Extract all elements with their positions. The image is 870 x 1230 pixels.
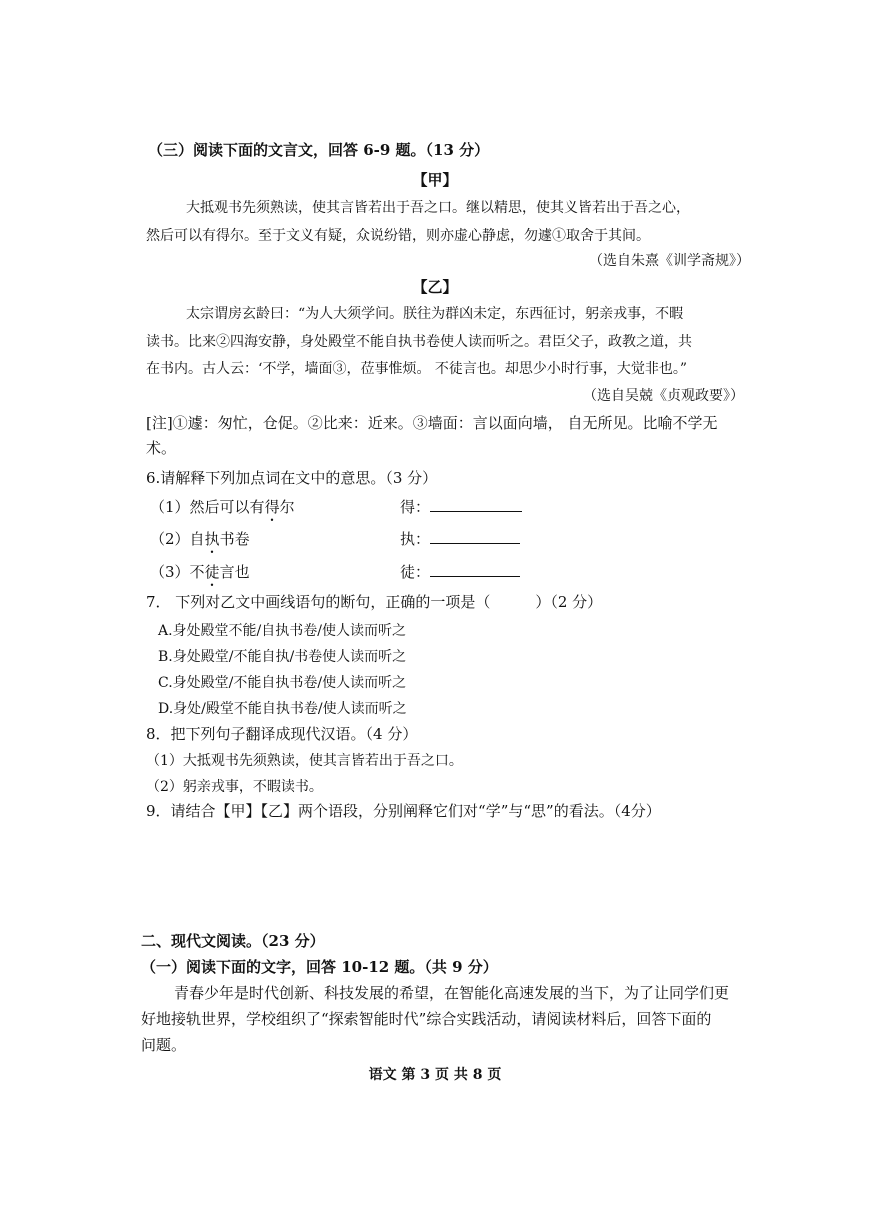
- answer-field[interactable]: [400, 496, 522, 517]
- passage-yi-line: 太宗谓房玄龄曰：“为人大须学问。朕往为群凶未定，东西征讨，躬亲戎事，不暇: [186, 306, 684, 322]
- item-text: 书卷: [219, 530, 250, 548]
- dotted-word: 得: [264, 498, 280, 516]
- item-text: 自: [189, 530, 205, 548]
- section-heading: （三）阅读下面的文言文，回答 6-9 题。（13 分）: [148, 141, 490, 159]
- question-6-stem: 6.请解释下列加点词在文中的意思。（3 分）: [146, 469, 438, 487]
- answer-blank[interactable]: [430, 562, 520, 577]
- answer-field[interactable]: [400, 528, 520, 549]
- item-text: 然后可以有: [189, 498, 265, 516]
- part-2-subheading: （一）阅读下面的文字，回答 10-12 题。（共 9 分）: [141, 958, 498, 976]
- answer-blank[interactable]: [430, 529, 520, 544]
- question-8-item: （2）躬亲戎事，不暇读书。: [146, 779, 323, 795]
- annotation-note: [注]①遽：匆忙，仓促。②比来：近来。③墙面：言以面向墙， 自无所见。比喻不学无: [146, 414, 718, 432]
- question-6-item: [150, 528, 250, 557]
- answer-blank[interactable]: [430, 497, 522, 512]
- dotted-word: 执: [204, 530, 220, 548]
- reading-paragraph-line: 青春少年是时代创新、科技发展的希望，在智能化高速发展的当下，为了让同学们更: [174, 984, 730, 1002]
- item-text: 不: [189, 563, 205, 581]
- passage-jia-line: 大抵观书先须熟读，使其言皆若出于吾之口。继以精思，使其义皆若出于吾之心，: [186, 200, 690, 216]
- passage-yi-source: （选自吴兢《贞观政要》）: [583, 388, 744, 404]
- option-b[interactable]: B.身处殿堂/不能自执/书卷使人读而听之: [158, 649, 407, 665]
- option-c[interactable]: C.身处殿堂/不能自执书卷/使人读而听之: [158, 675, 407, 691]
- passage-jia-label: 【甲】: [412, 171, 458, 189]
- passage-yi-line: 读书。比来②四海安静，身处殿堂不能自执书卷使人读而听之。君臣父子，政教之道，共: [146, 334, 692, 350]
- question-9-stem: 9．请结合【甲】【乙】两个语段，分别阐释它们对“学”与“思”的看法。（4分）: [146, 802, 661, 820]
- answer-label: 徒：: [400, 563, 431, 581]
- page-footer: 语文 第 3 页 共 8 页: [368, 1067, 502, 1083]
- item-text: 尔: [279, 498, 295, 516]
- answer-field[interactable]: [400, 561, 520, 582]
- question-8-stem: 8．把下列句子翻译成现代汉语。（4 分）: [146, 725, 418, 743]
- part-2-heading: 二、现代文阅读。（23 分）: [141, 932, 325, 950]
- question-8-item: （1）大抵观书先须熟读，使其言皆若出于吾之口。: [146, 753, 463, 769]
- question-7-stem: 7． 下列对乙文中画线语句的断句，正确的一项是（ ）（2 分）: [146, 593, 603, 611]
- passage-yi-label: 【乙】: [412, 278, 458, 296]
- passage-jia-source: （选自朱熹《训学斋规》）: [589, 253, 750, 269]
- dotted-word: 徒: [204, 563, 220, 581]
- annotation-note: 术。: [146, 439, 177, 457]
- question-6-item: [150, 496, 295, 525]
- reading-paragraph-line: 问题。: [141, 1036, 187, 1054]
- answer-label: 得：: [400, 498, 431, 516]
- option-d[interactable]: D.身处/殿堂不能自执书卷/使人读而听之: [158, 701, 407, 717]
- question-6-item: [150, 561, 250, 590]
- passage-jia-line: 然后可以有得尔。至于文义有疑，众说纷错，则亦虚心静虑，勿遽①取舍于其间。: [146, 228, 650, 244]
- item-number: （1）: [150, 498, 190, 516]
- item-number: （2）: [150, 530, 190, 548]
- reading-paragraph-line: 好地接轨世界，学校组织了“探索智能时代”综合实践活动，请阅读材料后，回答下面的: [141, 1010, 712, 1028]
- passage-yi-line: 在书内。古人云：‘不学，墙面③，莅事惟烦。 不徒言也。却思少小时行事，大觉非也。”: [146, 361, 688, 377]
- answer-label: 执：: [400, 530, 431, 548]
- item-text: 言也: [219, 563, 250, 581]
- item-number: （3）: [150, 563, 190, 581]
- option-a[interactable]: A.身处殿堂不能/自执书卷/使人读而听之: [158, 623, 406, 639]
